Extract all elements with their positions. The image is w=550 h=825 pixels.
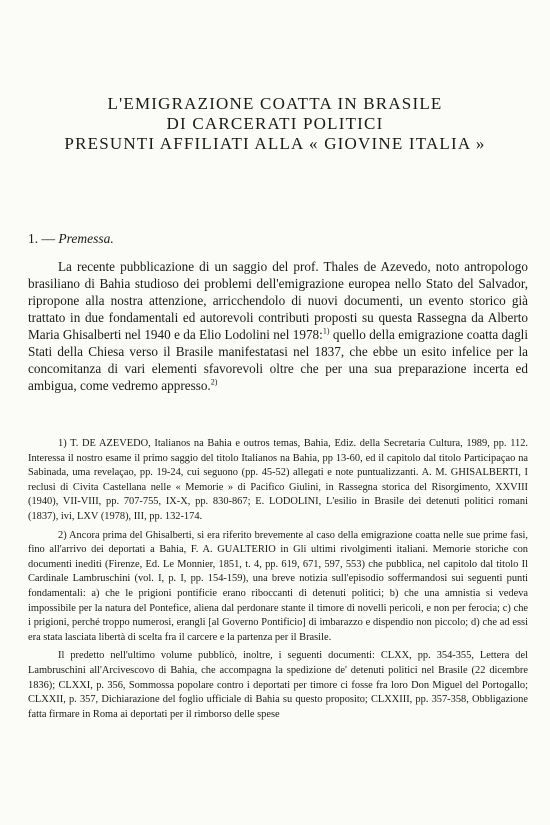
- section-title: Premessa.: [58, 231, 114, 246]
- section-number: 1. —: [28, 231, 55, 246]
- footnote-ref-1: 1): [322, 326, 330, 336]
- title-line-3: PRESUNTI AFFILIATI ALLA « GIOVINE ITALIA »: [64, 134, 486, 153]
- body-paragraph-tail: quello della emigrazione coatta dagli Stati della Chiesa verso il Brasile manifestatasi nel 1837, che ebbe un esito infelice per la concomitanza di vari elementi sfavorevoli oltre che per una sua preparazione incerta ed ambigua, come vedremo appresso.: [28, 327, 528, 393]
- title-line-1: L'EMIGRAZIONE COATTA IN BRASILE: [107, 94, 443, 113]
- footnote-2: 2) Ancora prima del Ghisalberti, si era riferito brevemente al caso della emigrazione coatta nelle sue prime fasi, fino all'arrivo dei deportati a Bahia, F. A. GUALTERIO in Gli ultimi rivolgimenti italiani. Memorie storiche con documenti inediti (Firenze, Ed. Le Monnier, 1851, t. 4, pp. 619, 671, 597, 553) che pubblica, nel capitolo dal titolo Il Cardinale Lambruschini (vol. I, p. I, pp. 154-159), una breve notizia sull'episodio soffermandosi sui seguenti punti fondamentali: a) che le prigioni pontificie erano riboccanti di detenuti politici; b) che una amnistia si vedeva impossibile per la natura del Pontefice, aliena dal perdonare stante il timore di novelli pericoli, e non per ferocia; c) che i prigioni, perché troppo numerosi, erangli [al Governo Pontificio] di imbarazzo e dispendio non piccolo; d) che ad essi era stata lasciata libertà di scelta fra il carcere e la partenza per il Brasile.: [28, 529, 528, 643]
- body-paragraph-main: La recente pubblicazione di un saggio del prof. Thales de Azevedo, noto antropologo brasiliano di Bahia studioso dei problemi dell'emigrazione europea nello Stato del Salvador, ripropone alla nostra attenzione, arricchendolo di nuovi documenti, un evento storico già trattato in due fondamentali ed autorevoli contributi proposti su questa Rassegna da Alberto Maria Ghisalberti nel 1940 e da Elio Lodolini nel 1978:: [28, 259, 528, 342]
- footnote-ref-2: 2): [210, 377, 218, 387]
- section-heading: [28, 231, 114, 247]
- body-text: [28, 258, 528, 394]
- footnote-1: 1) T. DE AZEVEDO, Italianos na Bahia e outros temas, Bahia, Ediz. della Secretaria Cultura, 1989, pp. 112. Interessa il nostro esame il primo saggio del titolo Italianos na Bahia, pp 13-60, ed il capitolo dal titolo Participaçao na Sabinada, uma revelaçao, pp. 19-24, cui seguono (pp. 45-52) allegati e note puntualizzanti. A. M. GHISALBERTI, I reclusi di Civita Castellana nelle « Memorie » di Pacifico Giulini, in Rassegna storica del Risorgimento, XXVIII (1940), VII-VIII, pp. 707-755, IX-X, pp. 830-867; E. LODOLINI, L'esilio in Brasile dei detenuti politici romani (1837), ivi, LXV (1978), III, pp. 132-174.: [28, 438, 528, 522]
- title-line-2: DI CARCERATI POLITICI: [166, 114, 384, 133]
- footnote-3: Il predetto nell'ultimo volume pubblicò, inoltre, i seguenti documenti: CLXX, pp. 354-355, Lettera del Lambruschini all'Arcivescovo di Bahia, che accompagna la spedizione de' detenuti politici nel Brasile (22 dicembre 1836); CLXXI, p. 356, Sommossa popolare contro i deportati per timore ci fosse fra loro Don Miguel del Portogallo; CLXXII, p. 357, Dichiarazione del foglio ufficiale di Bahia su questo proposito; CLXXIII, pp. 357-358, Obbligazione fatta firmare in Roma ai deportati per il rimborso delle spese: [28, 650, 528, 720]
- body-paragraph: [28, 258, 528, 394]
- footnotes: [28, 437, 528, 726]
